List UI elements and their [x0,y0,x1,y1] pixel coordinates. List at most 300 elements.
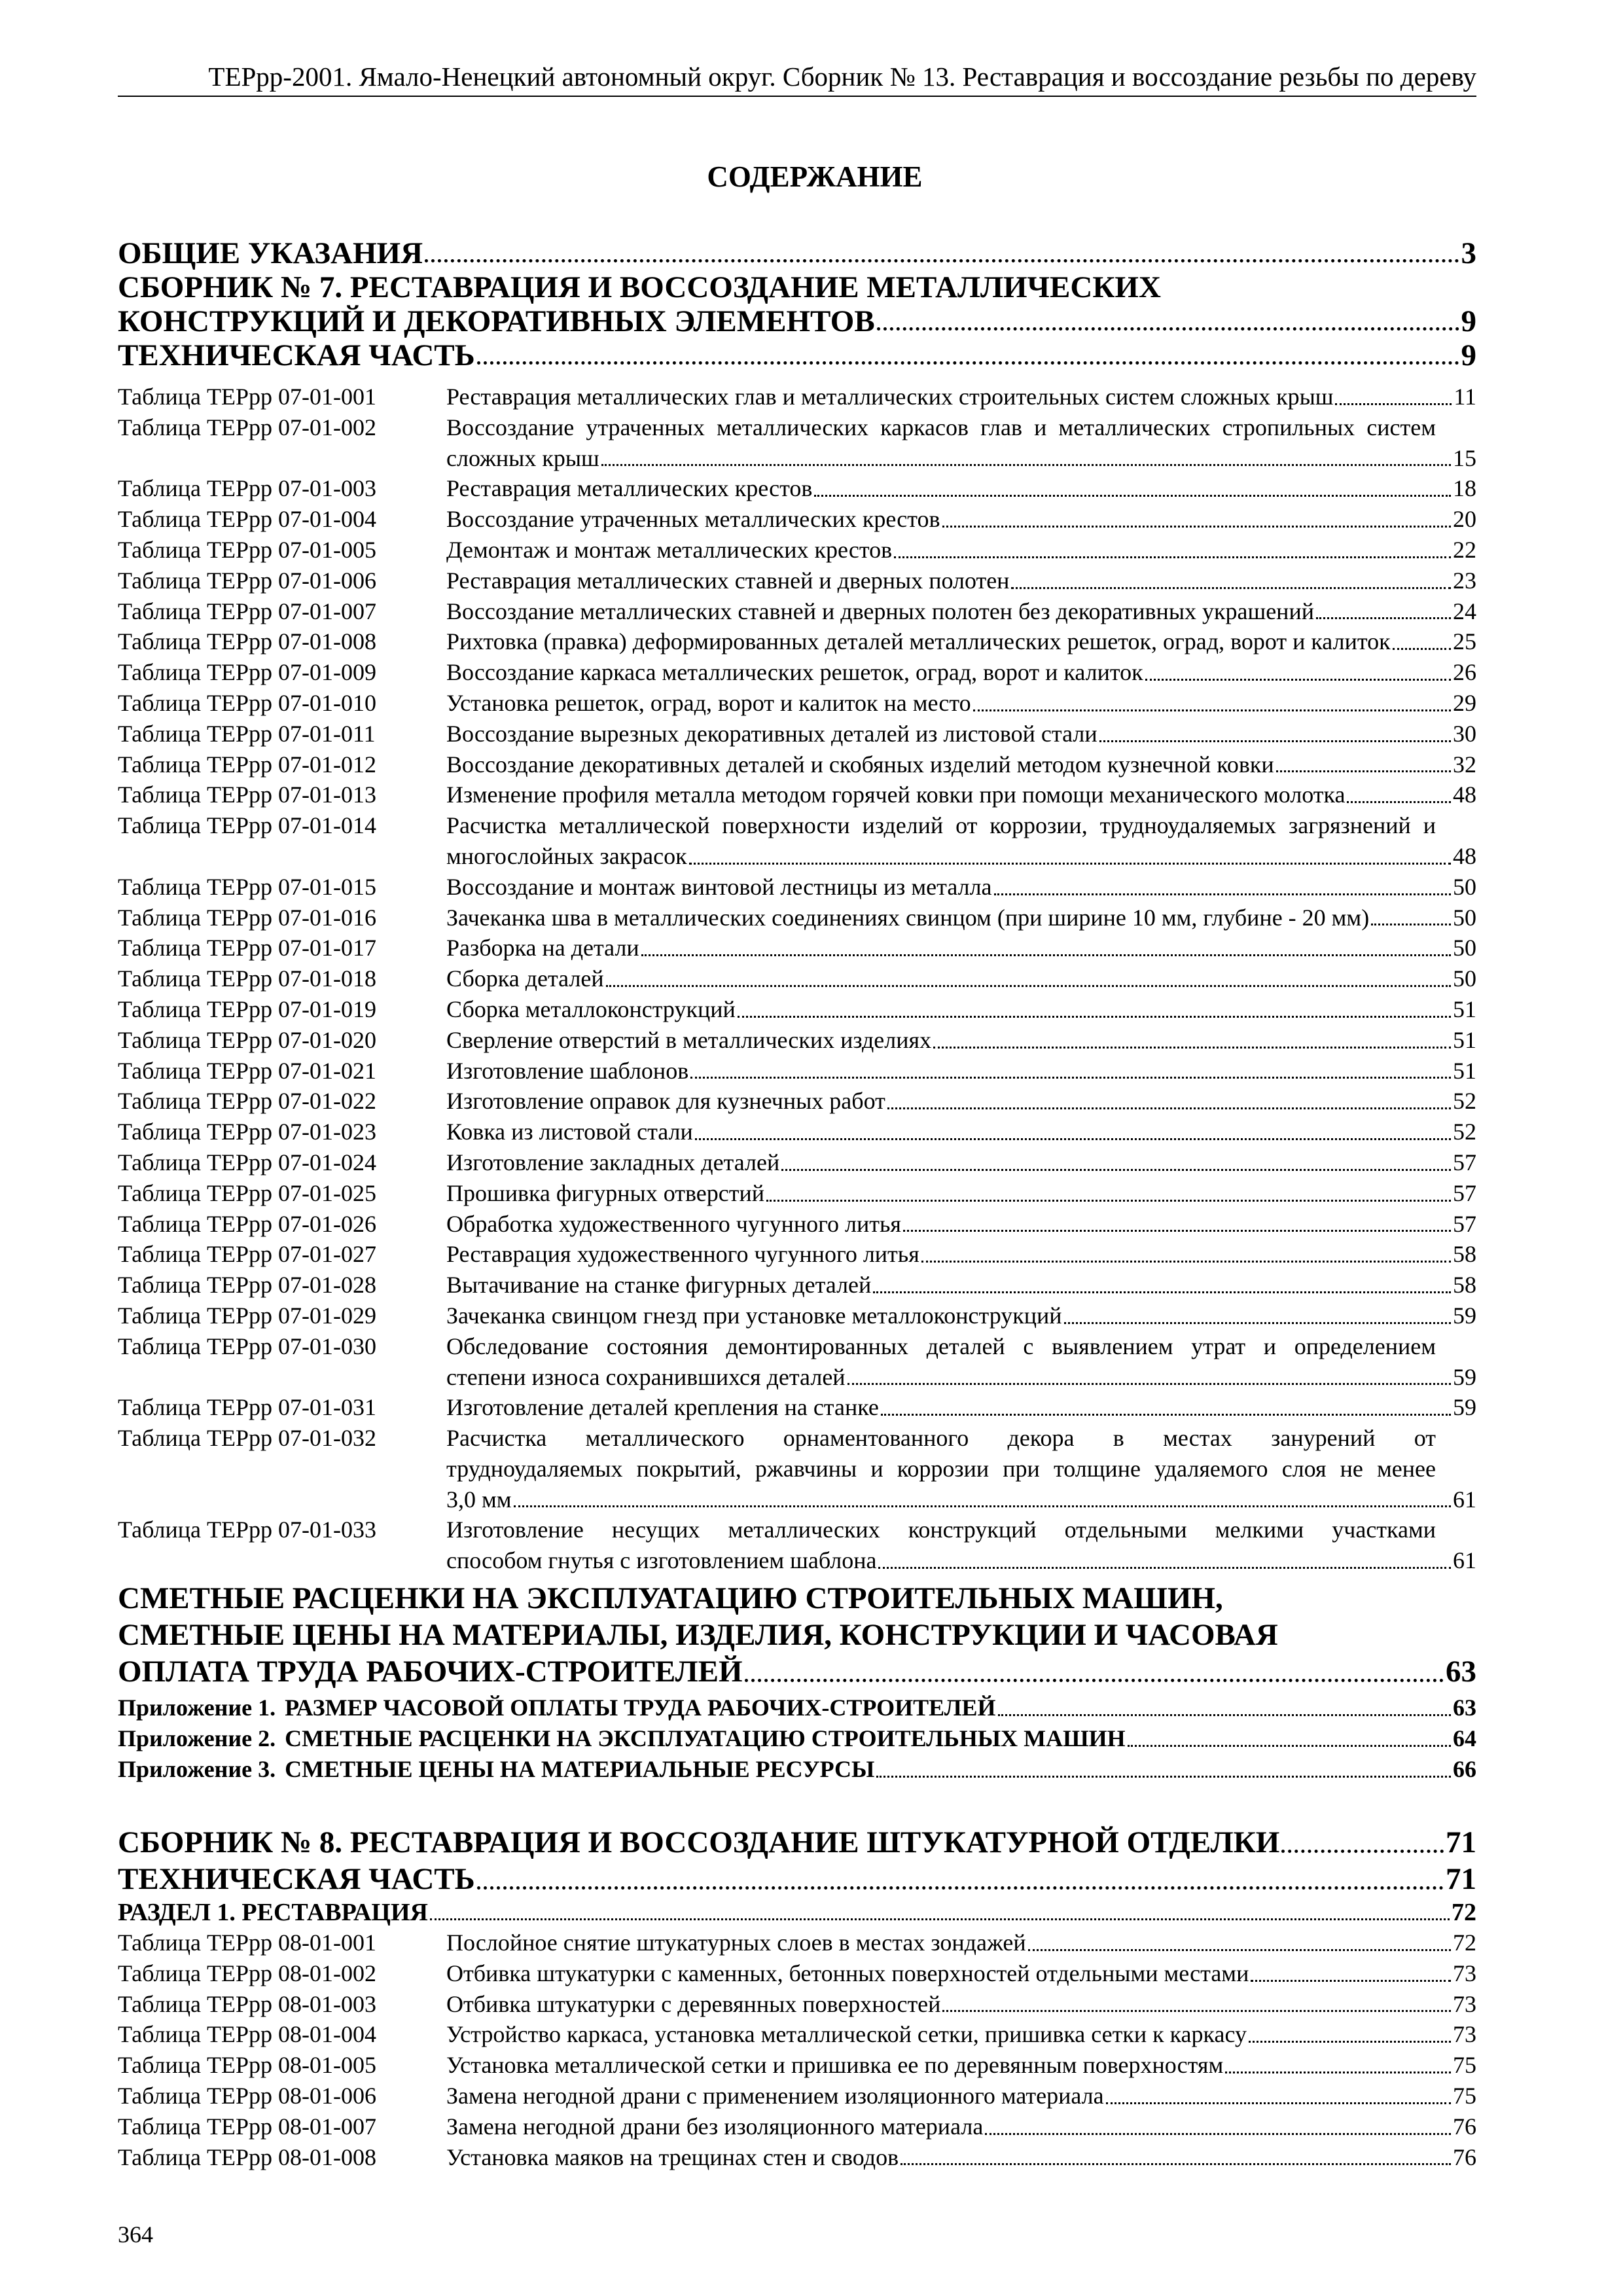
description-text: Ковка из листовой стали [446,1119,693,1145]
dot-leader [745,1679,1444,1682]
table-description [446,780,1476,810]
table-code: Таблица ТЕРрр 08-01-005 [118,2052,376,2079]
table-code: Таблица ТЕРрр 07-01-032 [118,1425,376,1452]
appendix-label: Приложение 1. [118,1695,276,1721]
entry-page: 57 [1453,1149,1476,1175]
table-description [446,382,1476,412]
table-description [446,1239,1476,1270]
table-description [446,1147,1476,1178]
entry-page: 52 [1453,1088,1476,1115]
entry-page: 22 [1453,536,1476,563]
description-text: Реставрация металлических ставней и дверных полотен [446,567,1010,594]
entry-page: 75 [1453,2052,1476,2079]
dot-leader [695,1138,1451,1140]
table-code: Таблица ТЕРрр 07-01-023 [118,1119,376,1145]
description-text: Разборка на детали [446,935,639,961]
table-description [446,810,1476,872]
description-line: трудноудаляемых покрытий, ржавчины и коррозии при толщине удаляемого слоя не менее [446,1455,1436,1482]
table-description [446,504,1476,535]
table-description [446,473,1476,504]
description-text: Сборка деталей [446,965,604,992]
toc-entry-appendix[interactable] [118,1693,1476,1723]
table-description [446,1423,1476,1515]
entry-page: 73 [1453,1990,1476,2017]
entry-page: 58 [1453,1272,1476,1299]
toc-table-entry[interactable] [118,596,1476,627]
description-last-line [446,657,1476,688]
toc-table-entry[interactable] [118,1270,1476,1300]
toc-table-entry[interactable] [118,1025,1476,1056]
dot-leader [1347,801,1451,803]
description-last-line [446,596,1476,627]
description-text: Установка решеток, оград, ворот и калиток на место [446,689,971,716]
toc-entry-section1[interactable] [118,1897,1476,1928]
description-line: Изготовление несущих металлических конструкций отдельными мелкими участками [446,1516,1436,1543]
toc-entry-collection8[interactable] [118,1824,1476,1861]
table-code: Таблица ТЕРрр 07-01-006 [118,567,376,594]
table-code: Таблица ТЕРрр 07-01-004 [118,506,376,533]
entry-page: 76 [1453,2113,1476,2140]
description-text: Послойное снятие штукатурных слоев в местах зондажей [446,1929,1026,1956]
description-text: Воссоздание декоративных деталей и скобяных изделий методом кузнечной ковки [446,751,1274,778]
table-code: Таблица ТЕРрр 07-01-001 [118,384,376,410]
appendix-label: Приложение 3. [118,1756,276,1783]
table-description [446,1056,1476,1086]
description-text: Реставрация художественного чугунного литья [446,1241,919,1268]
toc-table-entry[interactable] [118,2050,1476,2081]
entry-page: 30 [1453,720,1476,747]
toc-table-entry[interactable] [118,412,1476,474]
entry-page: 59 [1453,1363,1476,1390]
toc-table-entry[interactable] [118,872,1476,903]
dot-leader [1028,1949,1451,1951]
entry-page: 58 [1453,1241,1476,1268]
dot-leader [477,361,1459,365]
table-description [446,1300,1476,1331]
table-code: Таблица ТЕРрр 08-01-001 [118,1929,376,1956]
table-description [446,1086,1476,1117]
dot-leader [1276,770,1451,772]
description-last-line [446,2019,1476,2050]
appendix-line [118,1723,1476,1754]
table-code: Таблица ТЕРрр 07-01-019 [118,996,376,1022]
table-description [446,1392,1476,1423]
table-code: Таблица ТЕРрр 07-01-031 [118,1394,376,1421]
table-description [446,1989,1476,2020]
description-text: Сборка металлоконструкций [446,996,736,1022]
description-last-line [446,1178,1476,1209]
description-text: Зачеканка шва в металлических соединениях свинцом (при ширине 10 мм, глубине - 20 мм) [446,904,1370,931]
table-code: Таблица ТЕРрр 07-01-021 [118,1057,376,1084]
toc-table-entry[interactable] [118,1086,1476,1117]
table-description [446,2111,1476,2142]
toc-table-entry[interactable] [118,565,1476,596]
entry-title: ОБЩИЕ УКАЗАНИЯ [118,236,423,270]
page-number: 364 [118,2221,153,2248]
description-last-line [446,1270,1476,1300]
toc-table-entry[interactable] [118,1178,1476,1209]
entry-page: 48 [1453,842,1476,869]
dot-leader [425,259,1459,262]
description-text: Воссоздание каркаса металлических решеток, оград, ворот и калиток [446,659,1143,686]
table-description [446,933,1476,963]
dot-leader [738,1016,1451,1018]
toc-table-entry[interactable] [118,1392,1476,1423]
table-description [446,1958,1476,1989]
entry-title: ТЕХНИЧЕСКАЯ ЧАСТЬ [118,1862,475,1897]
dot-leader [1316,617,1451,619]
entry-page: 50 [1453,873,1476,900]
entry-page: 71 [1446,1825,1476,1860]
description-text: Воссоздание и монтаж винтовой лестницы из металла [446,873,992,900]
description-last-line [446,1484,1476,1515]
entry-page: 57 [1453,1210,1476,1237]
toc-table-entry[interactable] [118,933,1476,963]
table-code: Таблица ТЕРрр 07-01-033 [118,1516,376,1543]
table-code: Таблица ТЕРрр 08-01-007 [118,2113,376,2140]
toc-table-entry[interactable] [118,626,1476,657]
dot-leader [973,709,1451,711]
description-last-line [446,1056,1476,1086]
description-text: 3,0 мм [446,1486,512,1513]
table-code: Таблица ТЕРрр 07-01-024 [118,1149,376,1175]
entry-page: 73 [1453,1960,1476,1986]
entry-page: 59 [1453,1302,1476,1329]
dot-leader [942,526,1452,528]
entry-page: 66 [1453,1756,1476,1783]
dot-leader [1335,403,1452,405]
entry-page: 9 [1461,338,1476,372]
description-last-line [446,565,1476,596]
toc-table-entry[interactable] [118,1239,1476,1270]
toc-table-entry[interactable] [118,382,1476,412]
table-description [446,994,1476,1025]
table-description [446,1025,1476,1056]
table-code: Таблица ТЕРрр 07-01-015 [118,873,376,900]
description-last-line [446,1209,1476,1240]
table-description [446,2050,1476,2081]
description-text: Изготовление шаблонов [446,1057,689,1084]
table-code: Таблица ТЕРрр 07-01-026 [118,1210,376,1237]
appendix-text [118,1754,874,1785]
description-text: Изготовление закладных деталей [446,1149,780,1175]
toc-table-entry[interactable] [118,994,1476,1025]
description-text: Реставрация металлических глав и металлических строительных систем сложных крыш [446,384,1334,410]
dot-leader [1251,1980,1451,1982]
entry-page: 3 [1461,236,1476,270]
table-code: Таблица ТЕРрр 07-01-005 [118,536,376,563]
description-last-line [446,2111,1476,2142]
table-description [446,2081,1476,2111]
toc-table-entry[interactable] [118,903,1476,933]
toc-entry-technical-7[interactable] [118,338,1476,372]
running-header: ТЕРрр-2001. Ямало-Ненецкий автономный округ. Сборник № 13. Реставрация и воссоздание резьбы по дереву [118,58,1476,97]
table-code: Таблица ТЕРрр 07-01-018 [118,965,376,992]
toc-table-entry[interactable] [118,473,1476,504]
description-text: сложных крыш [446,444,599,471]
entry-page: 48 [1453,781,1476,808]
entry-title-line: СМЕТНЫЕ РАСЦЕНКИ НА ЭКСПЛУАТАЦИЮ СТРОИТЕЛЬНЫХ МАШИН, [118,1581,1223,1616]
toc-entry-appendix[interactable] [118,1754,1476,1785]
table-description [446,626,1476,657]
toc-table-entry[interactable] [118,1117,1476,1147]
description-last-line [446,626,1476,657]
description-text: Замена негодной драни с применением изоляционного материала [446,2083,1104,2109]
table-description [446,903,1476,933]
description-last-line [446,933,1476,963]
dot-leader [1225,2072,1451,2073]
dot-leader [1106,2102,1451,2104]
entry-page: 61 [1453,1486,1476,1513]
dot-leader [477,1886,1444,1890]
entry-page: 51 [1453,1057,1476,1084]
table-description [446,412,1476,474]
dot-leader [781,1169,1451,1171]
entry-page: 24 [1453,598,1476,624]
toc-table-entry[interactable] [118,749,1476,780]
dot-leader [894,556,1451,558]
description-last-line [446,994,1476,1025]
toc-table-entry[interactable] [118,1928,1476,1958]
description-text: Изменение профиля металла методом горячей ковки при помощи механического молотка [446,781,1346,808]
table-code: Таблица ТЕРрр 07-01-010 [118,689,376,716]
table-code: Таблица ТЕРрр 07-01-025 [118,1179,376,1206]
dot-leader [1128,1745,1451,1747]
toc-table-entry[interactable] [118,780,1476,810]
description-last-line [446,749,1476,780]
entry-page: 50 [1453,935,1476,961]
toc-table-entry[interactable] [118,535,1476,565]
description-last-line [446,473,1476,504]
description-last-line [446,443,1476,474]
entry-title: ТЕХНИЧЕСКАЯ ЧАСТЬ [118,338,475,372]
table-code: Таблица ТЕРрр 08-01-002 [118,1960,376,1986]
dot-leader [933,1047,1451,1049]
entry-title-line: ОПЛАТА ТРУДА РАБОЧИХ-СТРОИТЕЛЕЙ [118,1655,743,1689]
description-last-line [446,1362,1476,1393]
description-text: Вытачивание на станке фигурных деталей [446,1272,872,1299]
entry-page: 29 [1453,689,1476,716]
dot-leader [1099,740,1451,742]
description-last-line [446,1147,1476,1178]
appendix-list [118,1693,1476,1785]
description-text: Обработка художественного чугунного литья [446,1210,901,1237]
description-last-line [446,1958,1476,1989]
table-code: Таблица ТЕРрр 07-01-030 [118,1333,376,1359]
appendix-title: СМЕТНЫЕ РАСЦЕНКИ НА ЭКСПЛУАТАЦИЮ СТРОИТЕЛЬНЫХ МАШИН [285,1725,1126,1752]
toc-table-entry[interactable] [118,1300,1476,1331]
description-last-line [446,1989,1476,2020]
description-text: Воссоздание металлических ставней и дверных полотен без декоративных украшений [446,598,1314,624]
dot-leader [881,1414,1451,1416]
description-text: Прошивка фигурных отверстий [446,1179,764,1206]
toc-table-entry[interactable] [118,1515,1476,1576]
appendix-line [118,1754,1476,1785]
entry-title-line: СМЕТНЫЕ ЦЕНЫ НА МАТЕРИАЛЫ, ИЗДЕЛИЯ, КОНСТРУКЦИИ И ЧАСОВАЯ [118,1618,1278,1653]
dot-leader [766,1200,1451,1202]
entry-page: 72 [1453,1929,1476,1956]
description-last-line [446,2081,1476,2111]
dot-leader [690,1077,1451,1079]
entry-page: 50 [1453,904,1476,931]
description-line: Расчистка металлической поверхности изделий от коррозии, трудноудаляемых загрязнений и [446,812,1436,839]
description-last-line [446,1086,1476,1117]
entry-page: 51 [1453,996,1476,1022]
table-code: Таблица ТЕРрр 07-01-020 [118,1026,376,1053]
appendix-text [118,1723,1126,1754]
table-code: Таблица ТЕРрр 07-01-022 [118,1088,376,1115]
dot-leader [1249,2041,1451,2043]
toc-table-entry[interactable] [118,657,1476,688]
description-last-line [446,963,1476,994]
dot-leader [901,2163,1451,2165]
table-description [446,719,1476,749]
description-last-line [446,1392,1476,1423]
toc-table-entry[interactable] [118,1056,1476,1086]
dot-leader [1011,587,1451,589]
dot-leader [1145,679,1451,681]
dot-leader [994,893,1451,895]
dot-leader [689,863,1451,865]
appendix-label: Приложение 2. [118,1725,276,1752]
dot-leader [847,1383,1451,1385]
entry-page: 72 [1452,1899,1476,1927]
table-code: Таблица ТЕРрр 08-01-004 [118,2021,376,2048]
entry-title: РАЗДЕЛ 1. РЕСТАВРАЦИЯ [118,1899,428,1927]
entry-page: 64 [1453,1725,1476,1752]
description-text: степени износа сохранившихся деталей [446,1363,846,1390]
description-text: Зачеканка свинцом гнезд при установке металлоконструкций [446,1302,1062,1329]
description-text: многослойных закрасок [446,842,687,869]
table-of-contents [118,236,1476,2172]
table-description [446,596,1476,627]
table-code: Таблица ТЕРрр 07-01-011 [118,720,376,747]
toc-title: СОДЕРЖАНИЕ [707,160,923,193]
entry-page: 25 [1453,628,1476,655]
toc-entry-estimates[interactable] [118,1580,1476,1690]
toc-table-entry[interactable] [118,810,1476,872]
description-last-line [446,1300,1476,1331]
description-line: Воссоздание утраченных металлических каркасов глав и металлических стропильных систем [446,414,1436,440]
entry-page: 52 [1453,1119,1476,1145]
toc-table-entry[interactable] [118,2111,1476,2142]
entry-page: 18 [1453,475,1476,502]
appendix-text [118,1693,996,1723]
table-description [446,1515,1476,1576]
description-text: Демонтаж и монтаж металлических крестов [446,536,893,563]
table-list-collection8 [118,1928,1476,2172]
dot-leader [873,1291,1451,1293]
toc-entry-general[interactable] [118,236,1476,270]
entry-page: 32 [1453,751,1476,778]
table-description [446,1270,1476,1300]
description-last-line [446,2142,1476,2173]
toc-entry-technical-8[interactable] [118,1861,1476,1897]
table-code: Таблица ТЕРрр 07-01-007 [118,598,376,624]
dot-leader [998,1714,1451,1716]
toc-table-entry[interactable] [118,1989,1476,2020]
toc-entry-collection7[interactable] [118,270,1476,338]
table-code: Таблица ТЕРрр 07-01-012 [118,751,376,778]
entry-page: 73 [1453,2021,1476,2048]
table-description [446,535,1476,565]
description-text: Установка металлической сетки и пришивка ее по деревянным поверхностям [446,2052,1224,2079]
description-last-line [446,719,1476,749]
description-text: Рихтовка (правка) деформированных деталей металлических решеток, оград, ворот и калиток [446,628,1391,655]
entry-page: 63 [1453,1695,1476,1721]
description-text: Воссоздание вырезных декоративных деталей из листовой стали [446,720,1097,747]
description-last-line [446,1928,1476,1958]
dot-leader [1064,1322,1451,1324]
description-last-line [446,1025,1476,1056]
table-description [446,1178,1476,1209]
toc-table-entry[interactable] [118,1423,1476,1515]
description-last-line [446,780,1476,810]
description-text: Отбивка штукатурки с каменных, бетонных поверхностей отдельными местами [446,1960,1249,1986]
description-text: Отбивка штукатурки с деревянных поверхностей [446,1990,941,2017]
table-description [446,1117,1476,1147]
toc-table-entry[interactable] [118,1147,1476,1178]
toc-table-entry[interactable] [118,2142,1476,2173]
entry-title-line: СБОРНИК № 7. РЕСТАВРАЦИЯ И ВОССОЗДАНИЕ МЕТАЛЛИЧЕСКИХ [118,270,1161,304]
toc-table-entry[interactable] [118,719,1476,749]
dot-leader [877,327,1459,331]
table-code: Таблица ТЕРрр 07-01-017 [118,935,376,961]
description-text: Замена негодной драни без изоляционного материала [446,2113,984,2140]
table-description [446,2142,1476,2173]
dot-leader [1371,924,1451,925]
dot-leader [430,1918,1450,1920]
description-line: Обследование состояния демонтированных деталей с выявлением утрат и определением [446,1333,1436,1359]
toc-entry-appendix[interactable] [118,1723,1476,1754]
appendix-title: СМЕТНЫЕ ЦЕНЫ НА МАТЕРИАЛЬНЫЕ РЕСУРСЫ [285,1756,875,1783]
dot-leader [814,495,1451,497]
description-text: способом гнутья с изготовлением шаблона [446,1547,877,1574]
dot-leader [514,1505,1451,1507]
table-description [446,749,1476,780]
table-code: Таблица ТЕРрр 07-01-013 [118,781,376,808]
entry-page: 75 [1453,2083,1476,2109]
entry-page: 11 [1454,384,1476,410]
toc-table-entry[interactable] [118,963,1476,994]
description-last-line [446,382,1476,412]
entry-title: СБОРНИК № 8. РЕСТАВРАЦИЯ И ВОССОЗДАНИЕ ШТУКАТУРНОЙ ОТДЕЛКИ [118,1825,1280,1860]
table-code: Таблица ТЕРрр 07-01-028 [118,1272,376,1299]
toc-table-entry[interactable] [118,2081,1476,2111]
entry-page: 15 [1453,444,1476,471]
toc-table-entry[interactable] [118,1331,1476,1393]
toc-table-entry[interactable] [118,504,1476,535]
description-last-line [446,535,1476,565]
description-line: Расчистка металлического орнаментованного декора в местах занурений от [446,1425,1436,1452]
appendix-line [118,1693,1476,1723]
toc-table-entry[interactable] [118,688,1476,719]
dot-leader [921,1261,1451,1263]
description-last-line [446,504,1476,535]
toc-table-entry[interactable] [118,1958,1476,1989]
entry-page: 51 [1453,1026,1476,1053]
description-last-line [446,1545,1476,1576]
table-description [446,1209,1476,1240]
description-last-line [446,903,1476,933]
table-description [446,657,1476,688]
description-text: Сверление отверстий в металлических изделиях [446,1026,932,1053]
description-last-line [446,1117,1476,1147]
dot-leader [641,954,1451,956]
entry-page: 20 [1453,506,1476,533]
toc-table-entry[interactable] [118,2019,1476,2050]
toc-table-entry[interactable] [118,1209,1476,1240]
